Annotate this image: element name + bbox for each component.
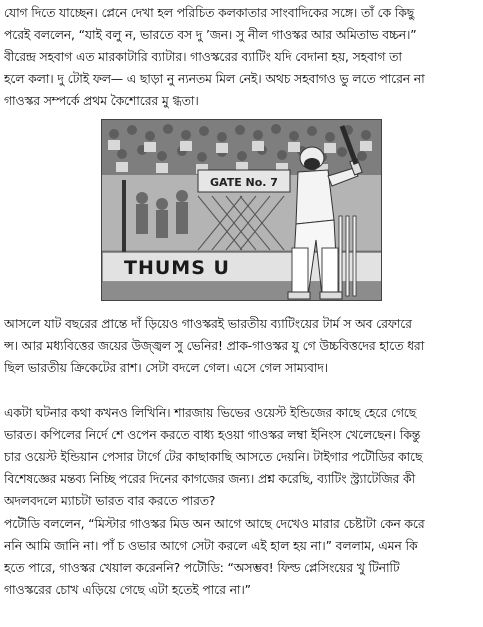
gate-sign-text: GATE No. 7 bbox=[210, 176, 278, 189]
paragraph-line: গাওস্করের চোখ এড়িয়ে গেছে এটা হতেই পারে না।” bbox=[4, 583, 251, 597]
paragraph-line: বীরেন্দ্র সহবাগ এত মারকাটারি ব্যাটার। গাওস্করের ব্যাটিং যদি বেদানা হয়, সহবাগ তা bbox=[4, 50, 402, 64]
paragraph-line: আসলে যাট বছরের প্রান্তে দাঁ ড়িয়েও গাওস্করই ভারতীয় ব্যাটিংয়ের টার্ম স অব রেফারে bbox=[4, 317, 412, 331]
advert-board-text: THUMS U bbox=[124, 257, 230, 279]
paragraph-line: ছিল ভারতীয় ক্রিকেটের রাশ। সেটা বদলে গেল। এসে গেল সাম্যবাদ। bbox=[4, 361, 329, 375]
paragraph-line: গাওস্কর সম্পর্কে প্রথম কৈশোরের মু গ্ধতা। bbox=[4, 94, 199, 108]
paragraph-line: চার ওয়েস্ট ইন্ডিয়ান পেসার টার্গে টের কাছাকাছি আসতে দেয়নি। টাইগার পটৌডির কাছে bbox=[4, 450, 423, 464]
cricket-photo-illustration bbox=[102, 120, 382, 301]
paragraph-line: পটৌডি বললেন, “মিস্টার গাওস্কর মিড অন আগে আছে দেখেও মারার চেষ্টাটা কেন করে bbox=[4, 517, 425, 531]
paragraph-line: অদলবদলে ম্যাচটা ভারত বার করতে পারত? bbox=[4, 494, 216, 508]
paragraph-line: হতে পারে, গাওস্কর খেয়াল করেননি? পটৌডি: “অসম্ভব! ফিল্ড প্লেসিংয়ের খু টিনাটি bbox=[4, 561, 400, 575]
paragraph-2 bbox=[4, 313, 478, 379]
paragraph-line: যোগ দিতে যাচ্ছেন। প্লেনে দেখা হল পরিচিত কলকাতার সাংবাদিকের সঙ্গে। তাঁ কে কিছু bbox=[4, 6, 415, 20]
paragraph-line: বিশেষজ্ঞের মন্তব্য নিচ্ছি পরের দিনের কাগজের জন্য। প্রশ্ন করেছি, ব্যাটিং স্ট্র্যাটেজির কী bbox=[4, 472, 416, 486]
cricket-photo bbox=[101, 119, 382, 301]
paragraph-3 bbox=[4, 402, 478, 512]
paragraph-line: হলে কলা। দু টোই ফল— এ ছাড়া নু ন্যনতম মিল নেই। অথচ সহবাগও ভু লতে পারেন না bbox=[4, 72, 425, 86]
paragraph-line: একটা ঘটনার কথা কখনও লিখিনি। শারজায় ভিভের ওয়েস্ট ইন্ডিজের কাছে হেরে গেছে bbox=[4, 406, 417, 420]
paragraph-4 bbox=[4, 513, 478, 601]
paragraph-line: ন্স। আর মধ্যবিত্তের জয়ের উজ্জ্বল সু ভেনির! প্রাক-গাওস্কর যু গে উচ্চবিত্তদের হাতে ধরা bbox=[4, 339, 425, 353]
paragraph-1 bbox=[4, 2, 478, 112]
paragraph-line: ননি আমি জানি না। পাঁ চ ওভার আগে সেটা করলে এই হাল হয় না।” বললাম, এমন কি bbox=[4, 539, 418, 553]
paragraph-line: পরেই বললেন, “যাই বলু ন, ভারতে বস দু ’জন। সু নীল গাওস্কর আর অমিতাভ বচ্চন।” bbox=[4, 28, 417, 42]
paragraph-line: ভারত। কপিলের নির্দে শে ওপেন করতে বাধ্য হওয়া গাওস্কর লম্বা ইনিংস খেলেছেন। কিন্তু bbox=[4, 428, 421, 442]
